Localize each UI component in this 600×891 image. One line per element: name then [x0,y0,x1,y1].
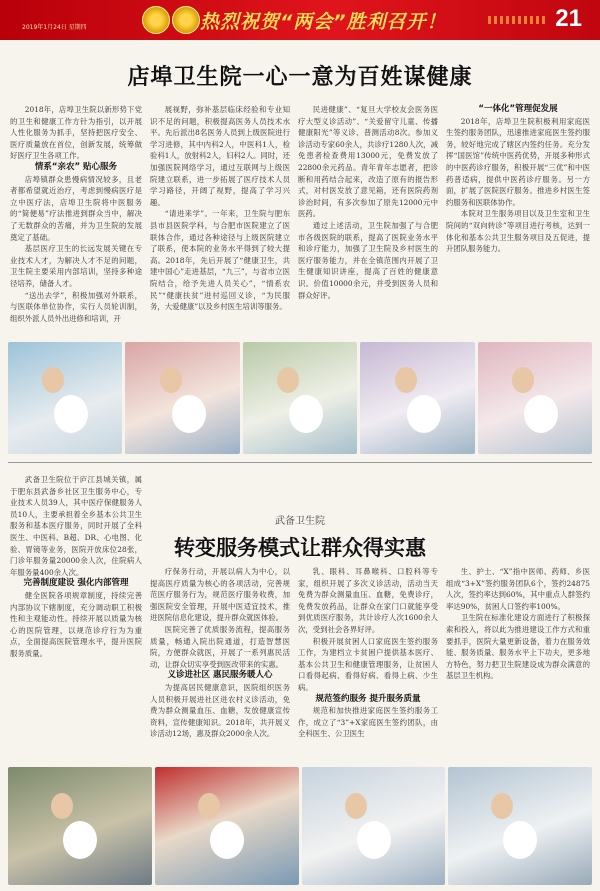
bottom-column-3 [298,566,438,740]
cppcc-emblem-icon [172,6,200,34]
paragraph: 规范和加快推进家庭医生签约服务工作，成立了“3”+X家庭医生签约团队，由全科医生、公卫医生 [298,706,438,739]
paragraph: 医院完善了优质服务流程，提高服务质量，畅通入院出院通道，打造智慧医院，方便群众就医，开展了一系列惠民活动，让群众切实享受到医改带来的实惠。 [150,624,290,669]
issue-date: 2019年1月24日 星期四 [22,24,87,31]
paragraph: 民进健康”、“复旦大学校友会医务医疗大型义诊活动”、“关爱留守儿童、传播健康阳光”等义诊、普测活动8次。参加义诊活动专家60余人，共诊疗1280人次，减免患者检查费用13000元，免费发放了22800余元药品。青年青年志愿者，把诊断和用药结合起来，改造了原有的报告形式，对村医发放了意见箱，还有医院药剂诊治时间，有多次参加了原先12000元中医药。 [298,105,438,219]
paragraph: 店埠镇群众患慢病情况较多，且老者都希望就近治疗，考虑到慢病医疗是立中医疗法，店埠卫生院将中医服务的“简便易”疗法推进到群众当中，解决了无数群众的苦痛，并为卫生院的发展奠定了基础。 [10,174,142,242]
meeting-room-photo [448,767,592,885]
banner-decoration [488,16,548,24]
page-number: 21 [555,5,582,32]
paragraph: 乳、眼科、耳鼻喉科、口腔科等专家，组织开展了多次义诊活动，活动当天免费为群众测量血压、血糖，免费诊疗，免费发放药品，让群众在家门口就能享受到优质医疗服务，共计诊疗人次1600余人次，受到社会各界好评。 [298,567,438,634]
banner-slogan: 热烈祝贺“两会”胜利召开！ [200,11,447,33]
blood-pressure-check-photo [243,342,357,454]
ultrasound-exam-photo [302,767,446,885]
paragraph: 健全医院各项规章制度，持续完善内部协议下辖制度，充分调动职工积极性和主观能动性。持续开展以质量为核心的医院管理，以规范诊疗行为为重点，全面提高医院管理水平，提升医院服务质量。 [10,590,142,658]
section-heading: 完善制度建设 强化内部管理 [23,578,129,589]
section-heading: 规范签约服务 提升服务质量 [315,693,421,704]
paragraph: “送出去学”，积极加强对外联系，与医联体单位协作，实行人员轮训制，组织外派人员外出进修和培训，开 [10,290,142,323]
top-photo-strip [8,342,592,454]
top-article-title: 店埠卫生院一心一意为百姓谋健康 [127,65,473,90]
paragraph: 疗保务行动，开展以病人为中心，以提高医疗质量为核心的各项活动，完善规范医疗服务行为，规范医疗服务收费，加强医院安全管理，开展中医适宜技术，推进医院信息化建设，提升群众就医体验。 [150,567,290,623]
bottom-column-1 [10,474,142,660]
outdoor-team-photo [8,767,152,885]
paragraph: 本院对卫生服务项目以及卫生室和卫生院间的“双向转诊”等项目进行考核，达到一体化和基本公共卫生服务项目及五促进，提升团队服务能力。 [446,209,590,254]
paragraph: 卫生院在标准化建设方面进行了积极探索和投入，将以此为推进建设工作方式和重要抓手，医院大量更新设备，着力在服务效能、服务质量、服务水平上下功夫，更多地方特色，努力把卫生院建设成为群众满意的基层卫生机构。 [446,613,590,681]
patient-visit-photo [360,342,474,454]
nurse-patient-photo [478,342,592,454]
paragraph: 2018年，店埠卫生院以新形势下党的卫生和健康工作方针为指引，以开展人性化服务为抓手，坚持把医疗安全、医疗质量放在首位，创新发展，统筹做好医疗卫生各项工作。 [10,105,142,161]
paragraph: 积极开展贫困人口家庭医生签约服务工作，为建档立卡贫困户提供基本医疗、基本公共卫生和健康管理服务，让贫困人口看得起病、看得好病、看得上病、少生病。 [298,636,438,692]
paragraph: 基层医疗卫生的长远发展关键在专业技术人才，为解决人才不足的问题，卫生院主要采用内部培训，坚持多种途径培养，储备人才。 [10,244,142,288]
bottom-kicker: 武备卫生院 [275,516,325,527]
paragraph: 为提高居民健康意识，医院组织医务人员积极开展进社区进农村义诊活动，免费为群众测量血压、血糖，发放健康宣传资料，宣传健康知识。2018年，共开展义诊活动12场，惠及群众2000余人次。 [150,682,290,739]
paragraph: 2018年，店埠卫生院积极利用家庭医生签约服务团队，迅速推进家庭医生签约服务，较好地完成了辖区内签约任务。充分发挥“国医馆”传统中医药优势，开展多种形式的中医药诊疗服务，积极开展“三优”和中医药普适病，提供中医药诊疗服务。另一方面，扩展了医院医疗服务。推进乡村医生签约服务和医联体协作。 [446,116,590,207]
paragraph: 武备卫生院位于庐江县城关镇，属于肥东县武备乡社区卫生服务中心，专业技术人员39人，其中医疗保健服务人员10人，主要承担着全乡基本公共卫生服务和基本医疗服务，同时开展了全科医生、中医科、B超、DR、心电图、化验、胃镜等业务，医院开放床位28张，门诊年服务量20000余人次，住院病人年服务量400余人次。 [10,475,142,577]
paragraph: 通过上述活动，卫生院加强了与合肥市各级医院的联系，提高了医院业务水平和诊疗能力，加强了卫生院及乡村医生的医疗服务能力，并在全镇范围内开展了卫生健康知识讲座，提高了百姓的健康意识。价值10000余元，并受到医务人员和群众好评。 [298,220,438,300]
top-column-4 [446,104,590,255]
clinic-building-photo [155,767,299,885]
top-column-2 [150,104,290,313]
section-heading: 情系“亲农” 贴心服务 [34,161,118,172]
section-heading: “一体化”管理促发展 [478,104,558,114]
paragraph: 展视野，弥补基层临床经验和专业知识不足的问题，积极提高医务人员技术水平。先后派出8名医务人员到上级医院进行学习进修，其中内科2人，中医科1人，检验科1人，放射科2人，妇科2人。同时，还加强医院网络学习，通过互联网与上级医院建立联系，进一步拓展了医疗技术人员学习路径，开阔了视野，提高了学习兴趣。 [150,105,290,207]
section-divider [8,462,592,463]
bottom-column-4 [446,566,590,682]
paragraph: “请进来学”。一年来，卫生院与肥东县市县医院学科，与合肥市医院建立了医联体合作，通过各种途径与上级医院建立了联系，使本院的业务水平得到了较大提高。2018年，先后开展了“健康卫生，共建中国心”走进基层，“九三”，与省市立医院结合，给予先进人员关心”，“情系农民”“健康扶贫”进村巡回义诊，“为民服务，大爱健康”以及乡村医生培训等服务。 [150,209,290,312]
paragraph: 生、护士、“X”指中医师、药师、乡医组成“3+X”签约服务团队6个，签约24875人次，签约率达到60%，其中重点人群签约率达90%，贫困人口签约率100%。 [446,567,590,611]
bottom-article-title: 转变服务模式让群众得实惠 [174,536,426,560]
bottom-photo-strip [8,767,592,885]
doctor-consultation-photo [8,342,122,454]
top-column-3 [298,104,438,301]
national-emblem-icon [142,6,170,34]
bottom-column-2 [150,566,290,740]
top-column-1 [10,104,142,324]
team-group-photo [125,342,239,454]
section-heading: 义诊进社区 惠民服务暖人心 [167,670,273,681]
header-banner [0,0,600,40]
